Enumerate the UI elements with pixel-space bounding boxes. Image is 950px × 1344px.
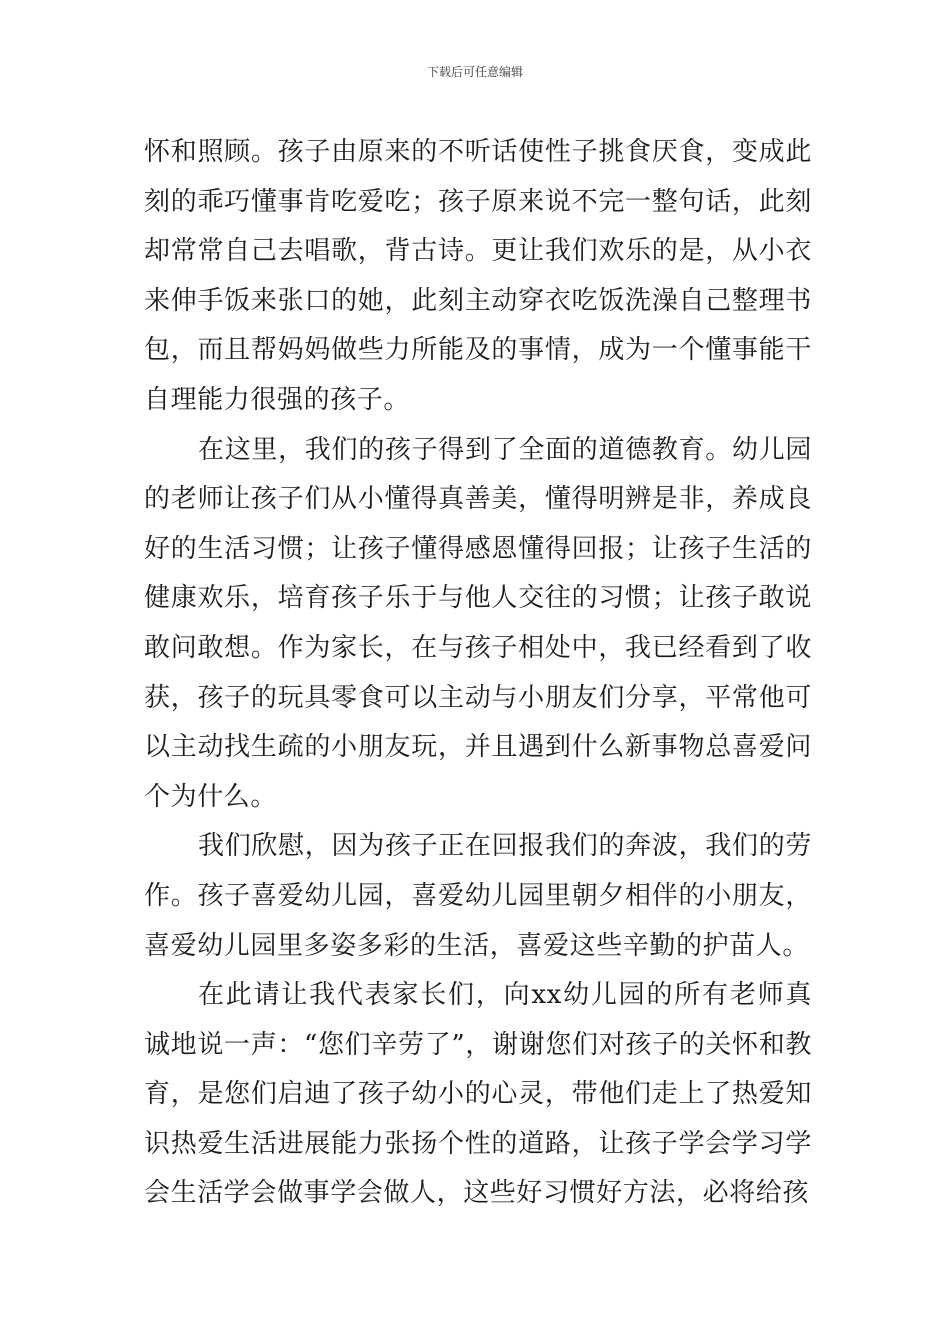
document-body xyxy=(144,128,812,1219)
paragraph-2: 在这里，我们的孩子得到了全面的道德教育。幼儿园的老师让孩子们从小懂得真善美，懂得明辨是非，养成良好的生活习惯；让孩子懂得感恩懂得回报；让孩子生活的健康欢乐，培育孩子乐于与他人交往的习惯；让孩子敢说敢问敢想。作为家长，在与孩子相处中，我已经看到了收获，孩子的玩具零食可以主动与小朋友们分享，平常他可以主动找生疏的小朋友玩，并且遇到什么新事物总喜爱问个为什么。 xyxy=(144,434,812,812)
page-header-note: 下载后可任意编辑 xyxy=(426,65,523,79)
paragraph-1: 怀和照顾。孩子由原来的不听话使性子挑食厌食，变成此刻的乖巧懂事肯吃爱吃；孩子原来说不完一整句话，此刻却常常自己去唱歌，背古诗。更让我们欢乐的是，从小衣来伸手饭来张口的她，此刻主动穿衣吃饭洗澡自己整理书包，而且帮妈妈做些力所能及的事情，成为一个懂事能干自理能力很强的孩子。 xyxy=(144,137,812,415)
paragraph-3: 我们欣慰，因为孩子正在回报我们的奔波，我们的劳作。孩子喜爱幼儿园，喜爱幼儿园里朝夕相伴的小朋友，喜爱幼儿园里多姿多彩的生活，喜爱这些辛勤的护苗人。 xyxy=(144,831,812,961)
paragraph-4: 在此请让我代表家长们，向xx幼儿园的所有老师真诚地说一声：“您们辛劳了”，谢谢您们对孩子的关怀和教育，是您们启迪了孩子幼小的心灵，带他们走上了热爱知识热爱生活进展能力张扬个性的道路，让孩子学会学习学会生活学会做事学会做人，这些好习惯好方法，必将给孩 xyxy=(144,980,812,1209)
